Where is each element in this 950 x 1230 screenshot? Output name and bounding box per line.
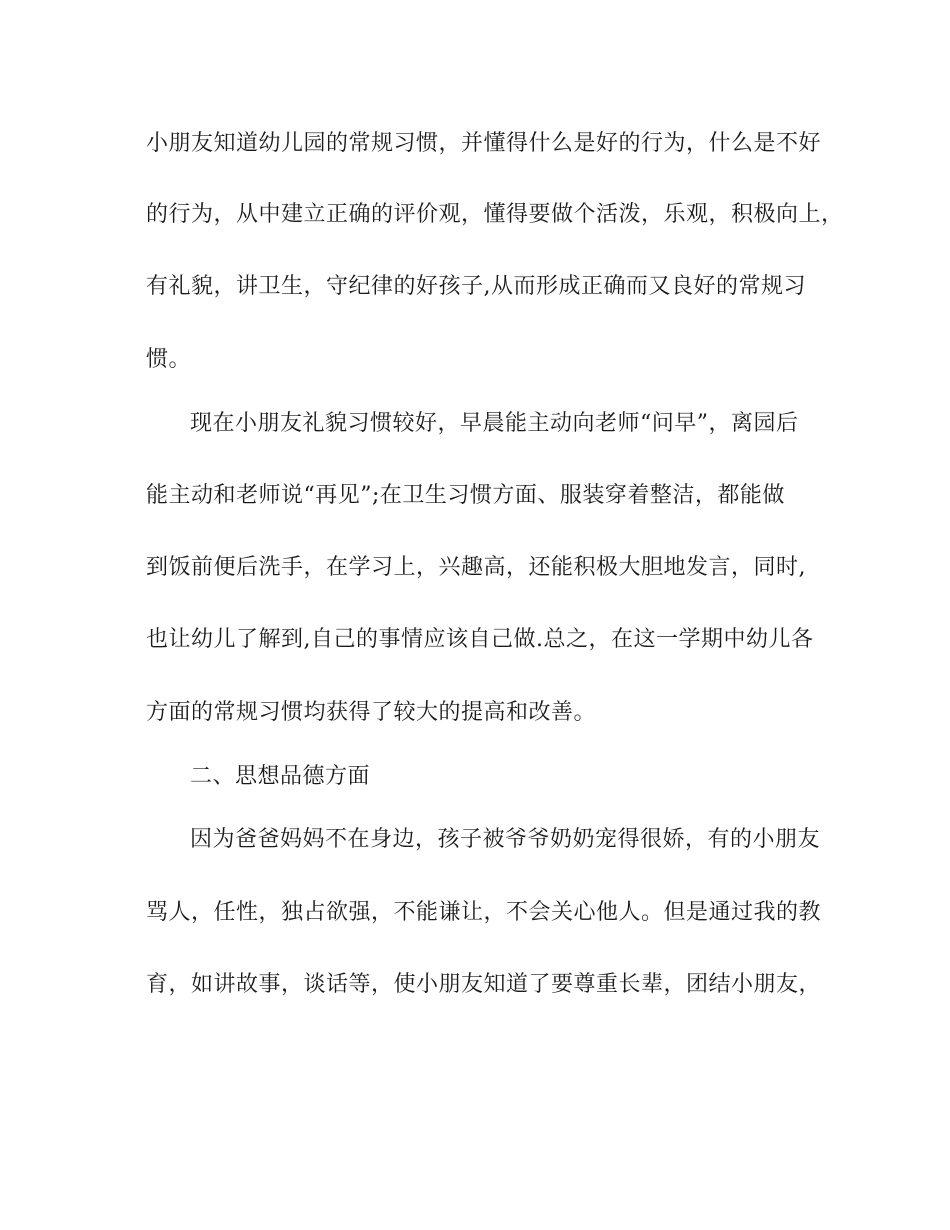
section-heading: 二、思想品德方面 — [190, 764, 371, 789]
text-line: 能主动和老师说“再见”;在卫生习惯方面、服装穿着整洁，都能做 — [146, 483, 785, 508]
text-line: 的行为，从中建立正确的评价观，懂得要做个活泼，乐观，积极向上， — [146, 202, 844, 227]
text-line: 惯。 — [146, 347, 192, 372]
text-line: 也让幼儿了解到,自己的事情应该自己做.总之，在这一学期中幼儿各 — [146, 627, 814, 652]
text-line: 小朋友知道幼儿园的常规习惯，并懂得什么是好的行为，什么是不好 — [146, 131, 822, 156]
text-line: 现在小朋友礼貌习惯较好，早晨能主动向老师“问早”，离园后 — [190, 411, 799, 436]
text-line: 因为爸爸妈妈不在身边，孩子被爷爷奶奶宠得很娇，有的小朋友 — [190, 827, 821, 852]
text-line: 有礼貌，讲卫生，守纪律的好孩子,从而形成正确而又良好的常规习 — [146, 274, 806, 299]
text-line: 骂人，任性，独占欲强，不能谦让，不会关心他人。但是通过我的教 — [146, 900, 822, 925]
text-line: 育，如讲故事，谈话等，使小朋友知道了要尊重长辈，团结小朋友， — [146, 972, 822, 997]
text-line: 到饭前便后洗手，在学习上，兴趣高，还能积极大胆地发言，同时, — [146, 555, 806, 580]
text-line: 方面的常规习惯均获得了较大的提高和改善。 — [146, 700, 597, 725]
